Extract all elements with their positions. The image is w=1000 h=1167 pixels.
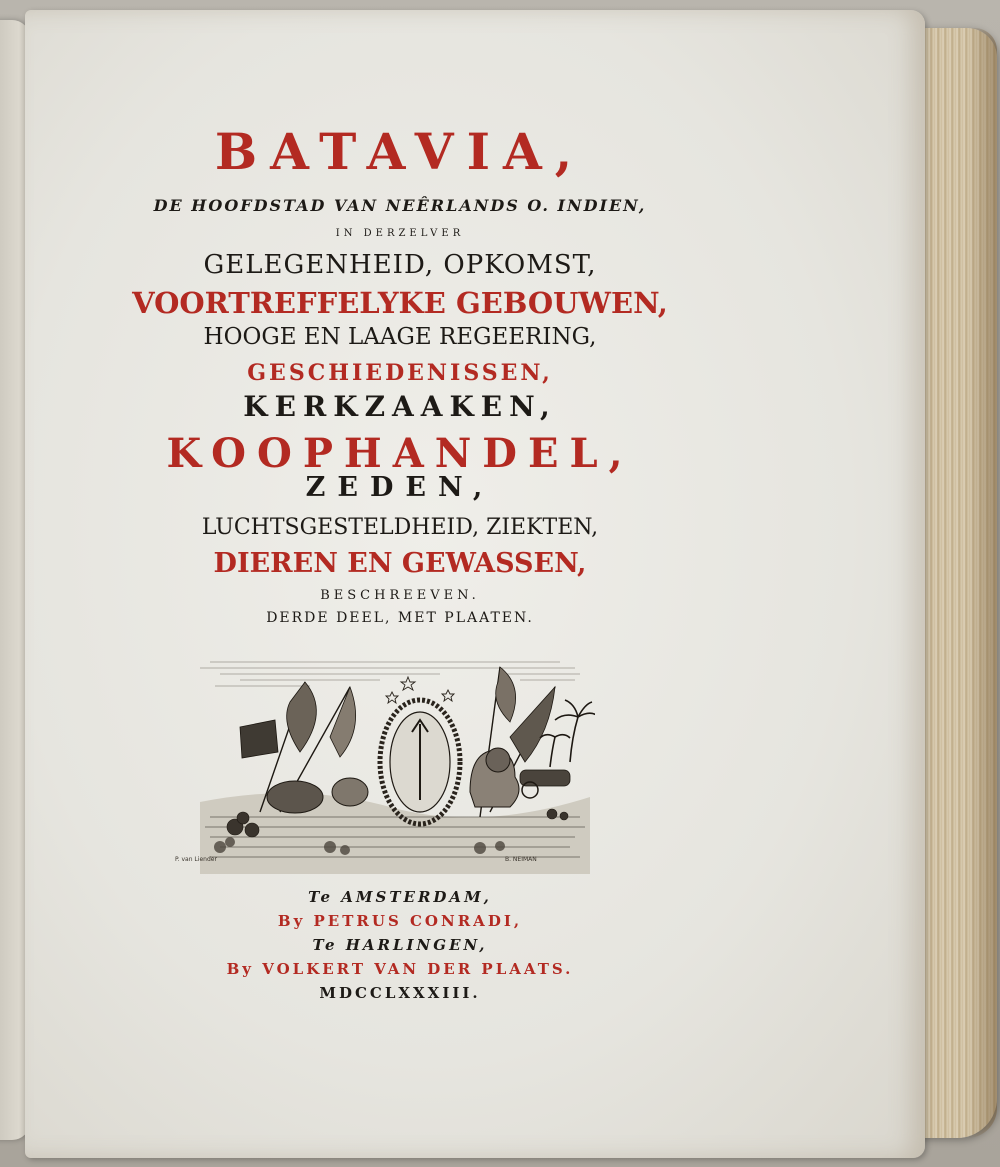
- subject-line: ZEDEN,: [305, 472, 495, 503]
- engraver-signature-left: P. van Liender: [175, 856, 217, 863]
- subject-line: GESCHIEDENISSEN,: [247, 360, 553, 386]
- subject-line: LUCHTSGESTELDHEID, ZIEKTEN,: [201, 515, 599, 540]
- imprint-publisher: By PETRUS CONRADI,: [277, 912, 523, 930]
- subject-line: HOOGE EN LAAGE REGEERING,: [203, 324, 597, 350]
- connector-text: IN DERZELVER: [335, 228, 465, 239]
- subject-line: VOORTREFFELYKE GEBOUWEN,: [132, 286, 668, 320]
- imprint-place: Te AMSTERDAM,: [308, 888, 492, 906]
- subject-line: KOOPHANDEL,: [166, 430, 634, 477]
- subject-line: GELEGENHEID, OPKOMST,: [203, 250, 597, 280]
- volume-text: DERDE DEEL, MET PLAATEN.: [266, 610, 534, 626]
- imprint-publisher: By VOLKERT VAN DER PLAATS.: [226, 960, 574, 978]
- engraved-vignette-icon: [180, 642, 595, 874]
- engraver-signature-right: B. NEIMAN: [505, 856, 537, 863]
- book-title: BATAVIA,: [214, 122, 586, 181]
- imprint-year: MDCCLXXXIII.: [319, 984, 481, 1002]
- imprint-place: Te HARLINGEN,: [312, 936, 488, 954]
- subject-line: KERKZAAKEN,: [243, 390, 557, 423]
- title-page: [25, 10, 925, 1158]
- described-text: BESCHREEVEN.: [320, 588, 480, 603]
- subject-line: DIEREN EN GEWASSEN,: [213, 548, 587, 579]
- book-subtitle: DE HOOFDSTAD VAN NEÊRLANDS O. INDIEN,: [153, 196, 647, 215]
